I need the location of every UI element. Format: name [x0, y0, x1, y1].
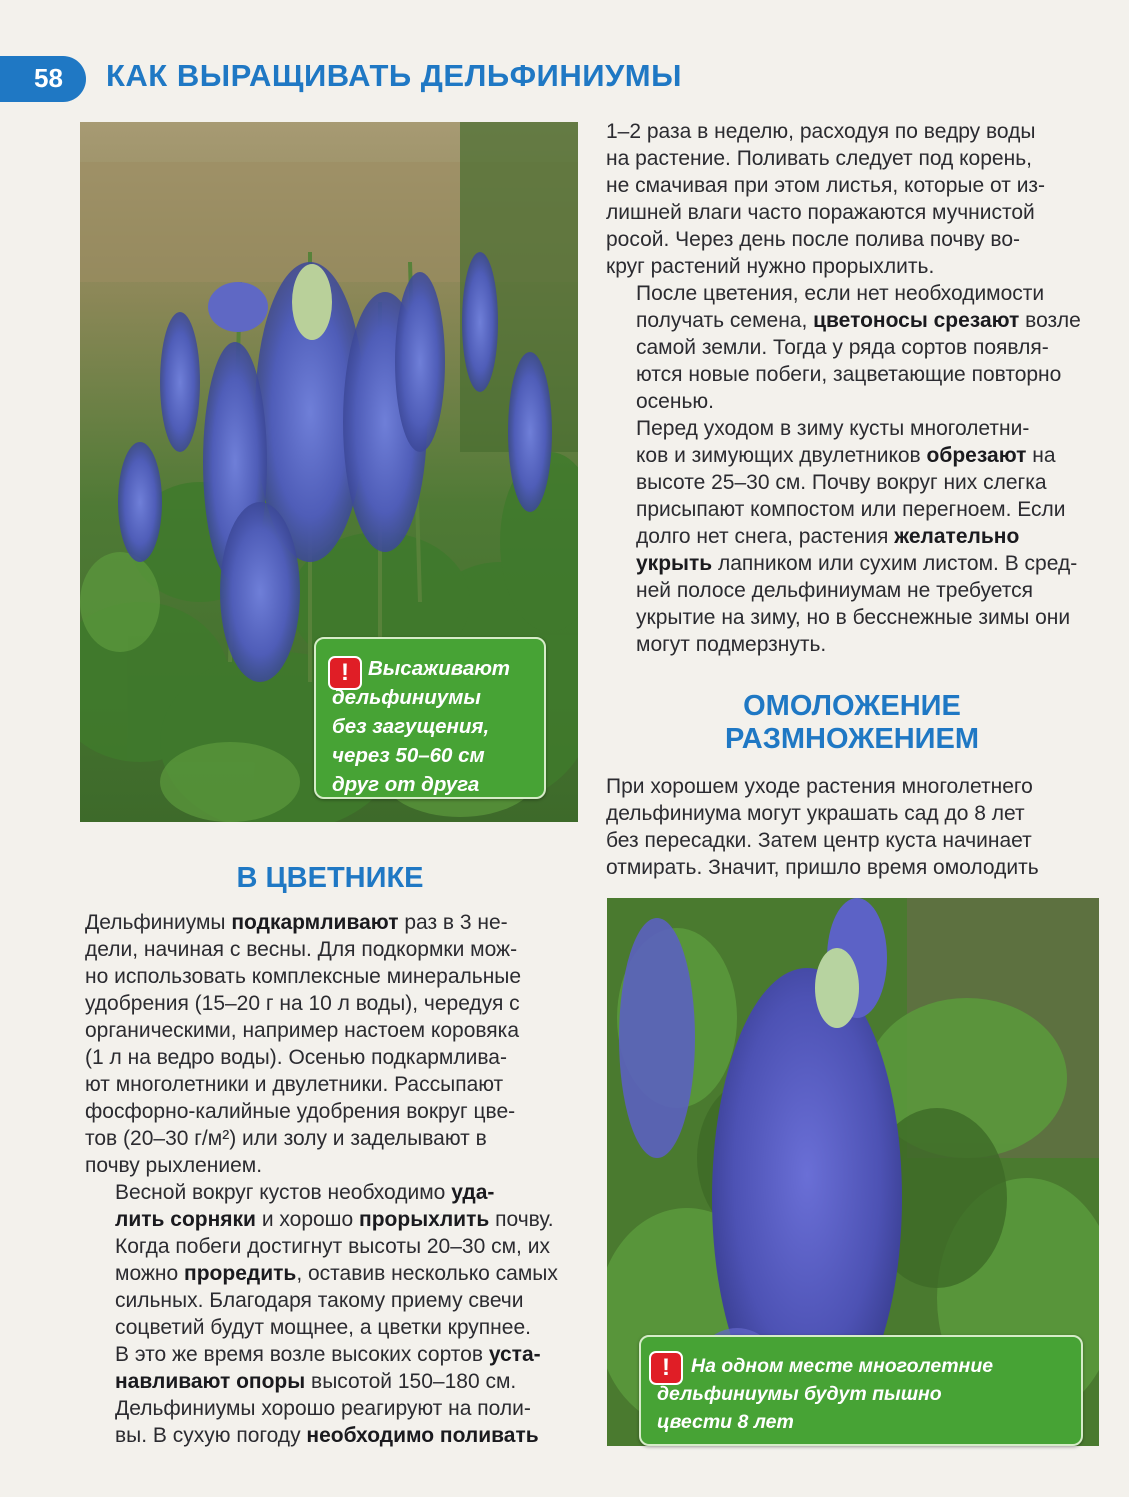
- planting-tip-callout: [314, 637, 546, 799]
- blooming-tip-callout: [639, 1335, 1083, 1446]
- exclamation-icon: !: [328, 656, 362, 690]
- callout-text: На одном месте многолетние дельфиниумы будут пышно цвести 8 лет: [657, 1355, 994, 1433]
- text-column-right-top: [606, 118, 1098, 658]
- paragraph: После цветения, если нет необходимости получать семена, цветоносы срезают возле самой земли. Тогда у ряда сортов появля- ются новые побеги, зацветающие повторно осенью.: [636, 282, 1081, 413]
- paragraph: Весной вокруг кустов необходимо уда- лить сорняки и хорошо прорыхлить почву. Когда побеги достигнут высоты 20–30 см, их можно проредить, оставив несколько самых сильных. Благодаря такому приему свечи соцветий будут мощнее, а цветки крупнее. В это же время возле высоких сортов уста- навливают опоры высотой 150–180 см.: [115, 1181, 558, 1393]
- paragraph: При хорошем уходе растения многолетнего дельфиниума могут украшать сад до 8 лет без пересадки. Затем центр куста начинает отмирать. Значит, пришло время омолодить: [606, 775, 1039, 879]
- exclamation-icon: !: [649, 1351, 683, 1385]
- section-heading-flowerbed: В ЦВЕТНИКЕ: [236, 862, 424, 894]
- paragraph: Перед уходом в зиму кусты многолетни- ков и зимующих двулетников обрезают на высоте 25–30 см. Почву вокруг них слегка присыпают компостом или перегноем. Если долго нет снега, растения желательно укрыть лапником или сухим листом. В сред- ней полосе дельфиниумам не требуется укрытие на зиму, но в бесснежные зимы они могут подмерзнуть.: [636, 417, 1078, 656]
- paragraph: 1–2 раза в неделю, расходуя по ведру воды на растение. Поливать следует под корень, не смачивая при этом листья, которые от из- лишней влаги часто поражаются мучнистой росой. Через день после полива почву во- круг растений нужно прорыхлить.: [606, 120, 1046, 278]
- text-column-left: [85, 909, 583, 1449]
- paragraph: Дельфиниумы подкармливают раз в 3 не- дели, начиная с весны. Для подкормки мож- но использовать комплексные минеральные удобрения (15–20 г на 10 л воды), чередуя с органическими, например настоем коровяка (1 л на ведро воды). Осенью подкармлива- ют многолетники и двулетники. Рассыпают фосфорно-калийные удобрения вокруг цве- тов (20–30 г/м²) или золу и заделывают в почву рыхлением.: [85, 911, 522, 1177]
- paragraph: Дельфиниумы хорошо реагируют на поли- вы. В сухую погоду необходимо поливать: [115, 1397, 539, 1447]
- callout-text: Высаживают дельфиниумы без загущения, через 50–60 см друг от друга: [332, 657, 510, 796]
- section-heading-rejuvenation: ОМОЛОЖЕНИЕ РАЗМНОЖЕНИЕМ: [724, 690, 980, 755]
- page-title: КАК ВЫРАЩИВАТЬ ДЕЛЬФИНИУМЫ: [106, 58, 682, 93]
- text-column-right-middle: [606, 773, 1098, 881]
- page-number: 58: [34, 63, 63, 93]
